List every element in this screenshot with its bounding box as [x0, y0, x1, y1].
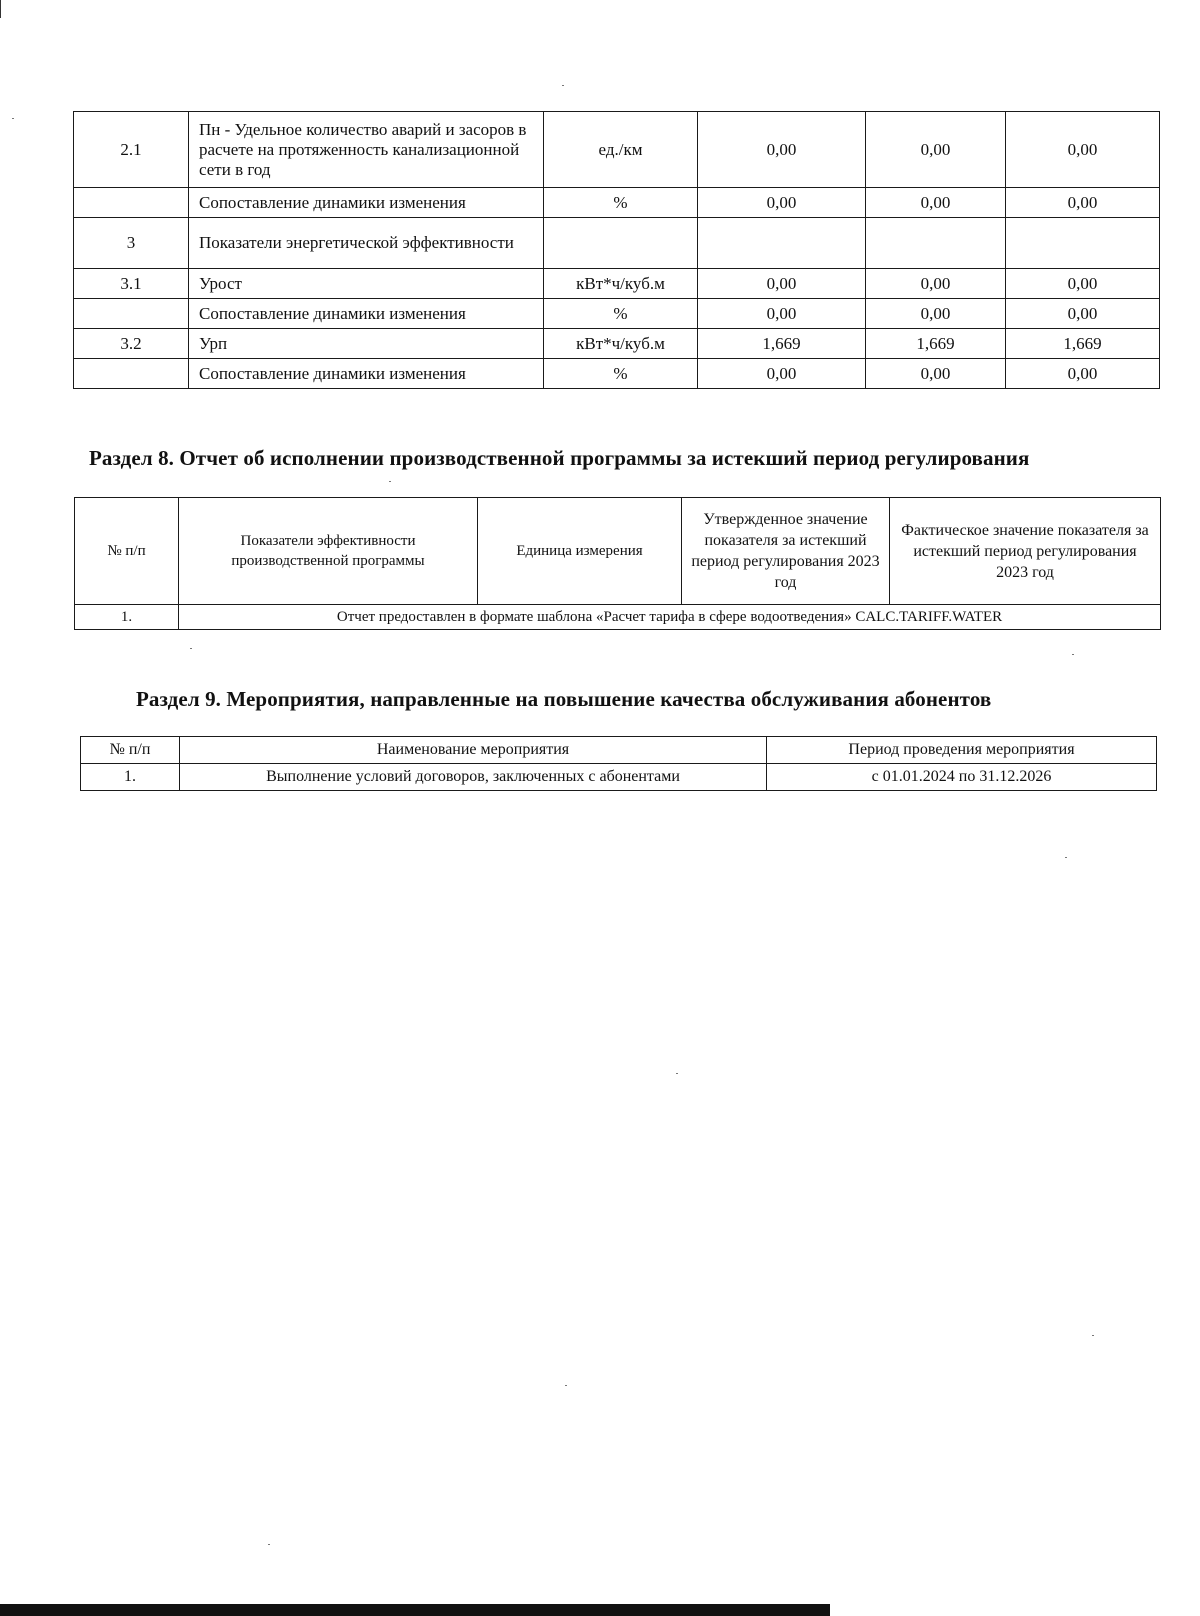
value-cell [698, 218, 866, 269]
section-9-table [80, 736, 1157, 791]
indicator-name: Урп [189, 329, 544, 359]
table-row [74, 269, 1160, 299]
value-cell: 0,00 [866, 188, 1006, 218]
unit-cell [544, 218, 698, 269]
table-row [74, 218, 1160, 269]
indicator-name: Сопоставление динамики изменения [189, 188, 544, 218]
table-row [74, 188, 1160, 218]
table-row [75, 605, 1161, 630]
row-number: 1. [81, 764, 180, 791]
column-header-actual: Фактическое значение показателя за истекший период регулирования 2023 год [890, 498, 1161, 605]
column-header-number: № п/п [75, 498, 179, 605]
table-header-row [75, 498, 1161, 605]
section-8-title: Раздел 8. Отчет об исполнении производственной программы за истекший период регулирования [89, 446, 1030, 470]
column-header-indicators: Показатели эффективности производственной программы [179, 498, 478, 605]
unit-cell: кВт*ч/куб.м [544, 329, 698, 359]
indicators-table [73, 111, 1160, 389]
value-cell: 0,00 [698, 359, 866, 389]
section-9-title: Раздел 9. Мероприятия, направленные на повышение качества обслуживания абонентов [136, 687, 992, 711]
value-cell: 0,00 [1006, 112, 1160, 188]
value-cell: 0,00 [1006, 299, 1160, 329]
report-note: Отчет предоставлен в формате шаблона «Расчет тарифа в сфере водоотведения» CALC.TARIFF.WATER [179, 605, 1161, 630]
column-header-number: № п/п [81, 737, 180, 764]
row-number [74, 299, 189, 329]
column-header-period: Период проведения мероприятия [767, 737, 1157, 764]
row-number: 3.1 [74, 269, 189, 299]
value-cell [1006, 218, 1160, 269]
indicator-name: Урост [189, 269, 544, 299]
column-header-name: Наименование мероприятия [180, 737, 767, 764]
table-row [74, 299, 1160, 329]
value-cell: 0,00 [698, 269, 866, 299]
column-header-approved: Утвержденное значение показателя за истекший период регулирования 2023 год [682, 498, 890, 605]
row-number: 1. [75, 605, 179, 630]
indicator-name: Сопоставление динамики изменения [189, 299, 544, 329]
column-header-unit: Единица измерения [478, 498, 682, 605]
value-cell: 0,00 [698, 188, 866, 218]
value-cell: 0,00 [1006, 269, 1160, 299]
scan-border-bar [0, 1604, 830, 1616]
row-number [74, 188, 189, 218]
table-row [74, 329, 1160, 359]
value-cell: 0,00 [1006, 359, 1160, 389]
scan-edge-mark [0, 0, 1, 18]
row-number: 2.1 [74, 112, 189, 188]
value-cell: 1,669 [1006, 329, 1160, 359]
unit-cell: % [544, 359, 698, 389]
unit-cell: % [544, 299, 698, 329]
value-cell: 0,00 [866, 299, 1006, 329]
table-row [74, 112, 1160, 188]
measure-name: Выполнение условий договоров, заключенных с абонентами [180, 764, 767, 791]
table-header-row [81, 737, 1157, 764]
indicator-name: Пн - Удельное количество аварий и засоров в расчете на протяженность канализационной сети в год [189, 112, 544, 188]
unit-cell: ед./км [544, 112, 698, 188]
indicator-name: Показатели энергетической эффективности [189, 218, 544, 269]
table-row [74, 359, 1160, 389]
value-cell: 1,669 [866, 329, 1006, 359]
value-cell [866, 218, 1006, 269]
unit-cell: % [544, 188, 698, 218]
section-8-table [74, 497, 1161, 630]
row-number: 3.2 [74, 329, 189, 359]
value-cell: 0,00 [1006, 188, 1160, 218]
value-cell: 0,00 [866, 112, 1006, 188]
value-cell: 0,00 [866, 269, 1006, 299]
value-cell: 0,00 [866, 359, 1006, 389]
measure-period: с 01.01.2024 по 31.12.2026 [767, 764, 1157, 791]
value-cell: 1,669 [698, 329, 866, 359]
indicator-name: Сопоставление динамики изменения [189, 359, 544, 389]
table-row [81, 764, 1157, 791]
value-cell: 0,00 [698, 299, 866, 329]
unit-cell: кВт*ч/куб.м [544, 269, 698, 299]
value-cell: 0,00 [698, 112, 866, 188]
row-number: 3 [74, 218, 189, 269]
row-number [74, 359, 189, 389]
